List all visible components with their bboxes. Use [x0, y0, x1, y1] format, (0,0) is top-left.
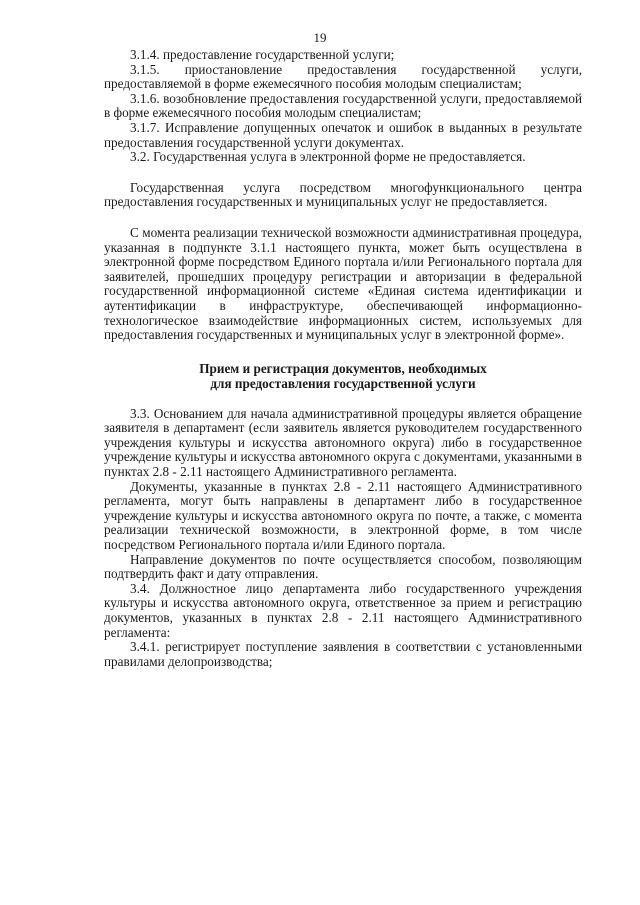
paragraph-documents: Документы, указанные в пунктах 2.8 - 2.11 настоящего Административного регламента, могут быть направлены в департамент либо в государственное учреждение культуры и искусства автономного округа по почте, а также, с момента реализации технической возможности, в электронной форме, в том числе посредством Регионального портала и/или Единого портала.: [104, 478, 582, 553]
paragraph-3-1-6: 3.1.6. возобновление предоставления государственной услуги, предоставляемой в форме ежемесячного пособия молодым специалистам;: [104, 90, 582, 121]
document-body: [104, 48, 582, 669]
paragraph-3-4-1: 3.4.1. регистрирует поступление заявления в соответствии с установленными правилами делопроизводства;: [104, 639, 582, 669]
paragraph-3-2: 3.2. Государственная услуга в электронной форме не предоставляется.: [130, 149, 526, 165]
paragraph-3-1-7: 3.1.7. Исправление допущенных опечаток и ошибок в выданных в результате предоставления государственной услуги документах.: [104, 119, 582, 150]
section-heading: [104, 361, 582, 391]
paragraph-mail: Направление документов по почте осуществляется способом, позволяющим подтвердить факт и дату отправления.: [104, 551, 582, 582]
paragraph-electronic-form: С момента реализации технической возможности административная процедура, указанная в подпункте 3.1.1 настоящего пункта, может быть осуществлена в электронной форме посредством Единого портала и/или Регионального портала для заявителей, прошедших процедуру регистрации и авторизации в федеральной государственной информационной системе «Единая система идентификации и аутентификации в инфраструктуре, обеспечивающей информационно-технологическое взаимодействие информационных систем, используемых для предоставления государственных и муниципальных услуг в электронной форме».: [104, 224, 582, 343]
paragraph-3-4: 3.4. Должностное лицо департамента либо государственного учреждения культуры и искусства автономного округа, ответственное за прием и регистрацию документов, указанных в пунктах 2.8 - 2.11 настоящего Административного регламента:: [104, 580, 582, 640]
paragraph-3-1-4: 3.1.4. предоставление государственной услуги;: [130, 47, 395, 62]
section-heading-line-1: Прием и регистрация документов, необходимых: [199, 360, 487, 376]
paragraph-mfc: Государственная услуга посредством многофункционального центра предоставления государственных и муниципальных услуг не предоставляется.: [104, 179, 582, 210]
page-number: 19: [313, 30, 327, 45]
paragraph-3-1-5: 3.1.5. приостановление предоставления государственной услуги, предоставляемой в форме ежемесячного пособия молодым специалистам;: [104, 61, 582, 92]
paragraph-3-3: 3.3. Основанием для начала административной процедуры является обращение заявителя в департамент (если заявитель является руководителем государственного учреждения культуры и искусства автономного округа) либо в государственное учреждение культуры и искусства автономного округа с документами, указанными в пунктах 2.8 - 2.11 настоящего Административного регламента.: [104, 405, 582, 480]
section-heading-line-2: для предоставления государственной услуги: [210, 375, 476, 391]
